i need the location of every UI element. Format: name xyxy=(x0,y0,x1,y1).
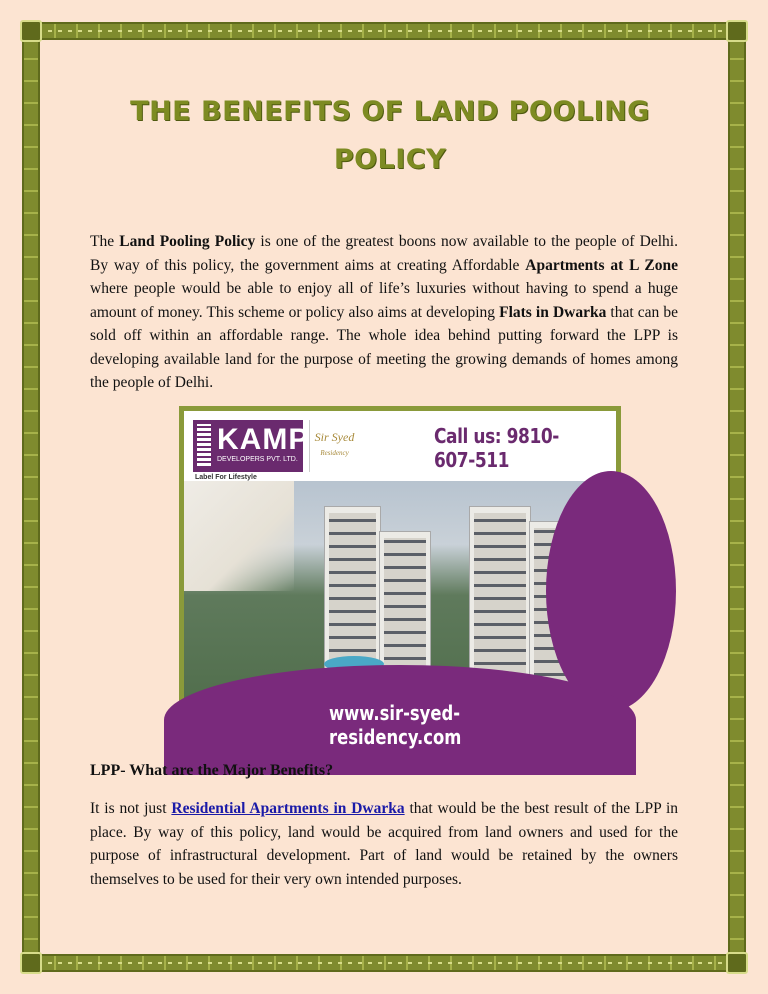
purple-swoosh-right xyxy=(546,471,676,711)
partner-logo xyxy=(309,420,359,472)
corner-ornament-icon xyxy=(20,20,42,42)
border-right xyxy=(728,22,746,972)
banner-inner xyxy=(184,411,616,749)
banner-left-fade xyxy=(184,481,294,591)
corner-ornament-icon xyxy=(726,952,748,974)
border-left xyxy=(22,22,40,972)
corner-ornament-icon xyxy=(20,952,42,974)
building-logo-icon xyxy=(197,424,211,466)
kamp-logo xyxy=(193,420,310,472)
text-run: It is not just xyxy=(90,800,172,817)
residential-apartments-link[interactable]: Residential Apartments in Dwarka xyxy=(171,800,405,817)
call-us-text xyxy=(434,424,589,472)
intro-paragraph xyxy=(90,230,678,395)
text-run: where people would be able to enjoy all of life’s luxuries without having to spend a huge amount of money. This scheme or policy also aims at developing xyxy=(90,280,678,321)
advertisement-image xyxy=(179,406,621,749)
logo-subtitle: DEVELOPERS PVT. LTD. xyxy=(217,456,298,463)
bold-term: Land Pooling Policy xyxy=(119,233,256,250)
logo-name: KAMP xyxy=(217,423,310,456)
page-title: THE BENEFITS OF LAND POOLING POLICY xyxy=(130,96,650,175)
text-run: The xyxy=(90,233,120,250)
section-heading: LPP- What are the Major Benefits? xyxy=(90,762,334,779)
bold-term: Flats in Dwarka xyxy=(499,303,607,321)
corner-ornament-icon xyxy=(726,20,748,42)
text-run: that can be sold off within an affordable range. The whole idea behind putting forward the LPP is developing available land for the purpose of meeting the growing demands of homes among the people of Delhi. xyxy=(90,303,678,391)
border-bottom xyxy=(22,954,746,972)
partner-name: Sir Syed xyxy=(314,430,355,444)
text-run: that would be the best result of the LPP in place. By way of this policy, land would be acquired from land owners and used for the purpose of infrastructural development. Part of land would be retained by the owners themselves to be used for their very own intended purposes. xyxy=(90,800,679,888)
phone-number: 9810-607-511 xyxy=(434,424,559,472)
bold-term: Apartments at L Zone xyxy=(525,256,678,274)
benefits-paragraph xyxy=(90,797,678,891)
text-run: is one of the greatest boons now available to the people of Delhi. By way of this policy, the government aims at creating Affordable xyxy=(90,233,678,274)
border-top xyxy=(22,22,746,40)
call-label: Call us: xyxy=(434,424,502,448)
website-text: www.sir-syed-residency.com xyxy=(329,701,462,749)
partner-subtitle: Residency xyxy=(320,449,349,457)
logo-tagline: Label For Lifestyle xyxy=(195,474,257,481)
